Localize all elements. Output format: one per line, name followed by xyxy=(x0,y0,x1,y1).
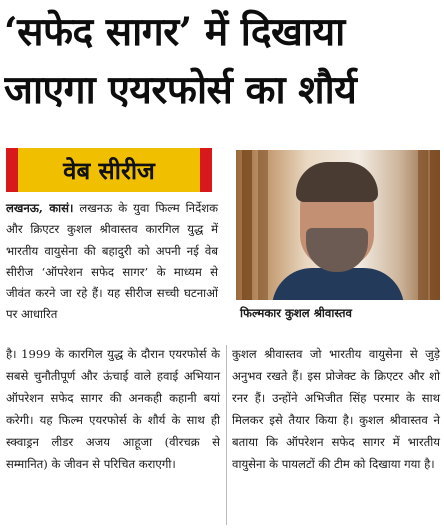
photo-beard xyxy=(306,228,368,272)
dateline: लखनऊ, कासं। xyxy=(6,201,74,215)
article-continued: है। 1999 के कारगिल युद्ध के दौरान एयरफोर्स के सबसे चुनौतीपूर्ण और ऊंचाई वाले हवाई अभियान ऑपरेशन सफेद सागर की अनकही कहानी बयां करेगी। यह फिल्म एयरफोर्स के शौर्य के साथ ही स्क्वाड्रन लीडर अजय आहूजा (वीरचक्र से सम्मानित) के जीवन से परिचित कराएगी। xyxy=(6,347,220,471)
filmmaker-photo xyxy=(236,150,440,300)
column-divider xyxy=(226,345,227,525)
headline xyxy=(4,4,440,120)
article-lead xyxy=(6,198,218,326)
headline-line-1: ‘सफेद सागर’ में दिखाया xyxy=(4,9,345,55)
lead-text: लखनऊ के युवा फिल्म निर्देशक और क्रिएटर कुशल श्रीवास्तव कारगिल युद्ध में भारतीय वायुसेना की बहादुरी को अपनी नई वेब सीरीज ‘ऑपरेशन सफेद सागर’ के माध्यम से जीवंत करने जा रहे हैं। यह सीरीज सच्ची घटनाओं पर आधारित xyxy=(6,201,219,322)
photo-hair xyxy=(296,162,378,202)
photo-shirt xyxy=(272,268,404,300)
photo-caption: फिल्मकार कुशल श्रीवास्तव xyxy=(240,306,352,320)
article-right-column: कुशल श्रीवास्तव जो भारतीय वायुसेना से जुड़े अनुभव रखते हैं। इस प्रोजेक्ट के क्रिएटर और शो रनर हैं। उन्होंने अभिजीत सिंह परमार के साथ मिलकर इसे तैयार किया है। कुशल श्रीवास्तव ने बताया कि ऑपरेशन सफेद सागर में भारतीय वायुसेना के पायलटों की टीम को दिखाया गया है। xyxy=(232,347,440,471)
headline-line-2: जाएगा एयरफोर्स का शौर्य xyxy=(4,67,357,113)
section-tag: वेब सीरीज xyxy=(6,148,212,192)
